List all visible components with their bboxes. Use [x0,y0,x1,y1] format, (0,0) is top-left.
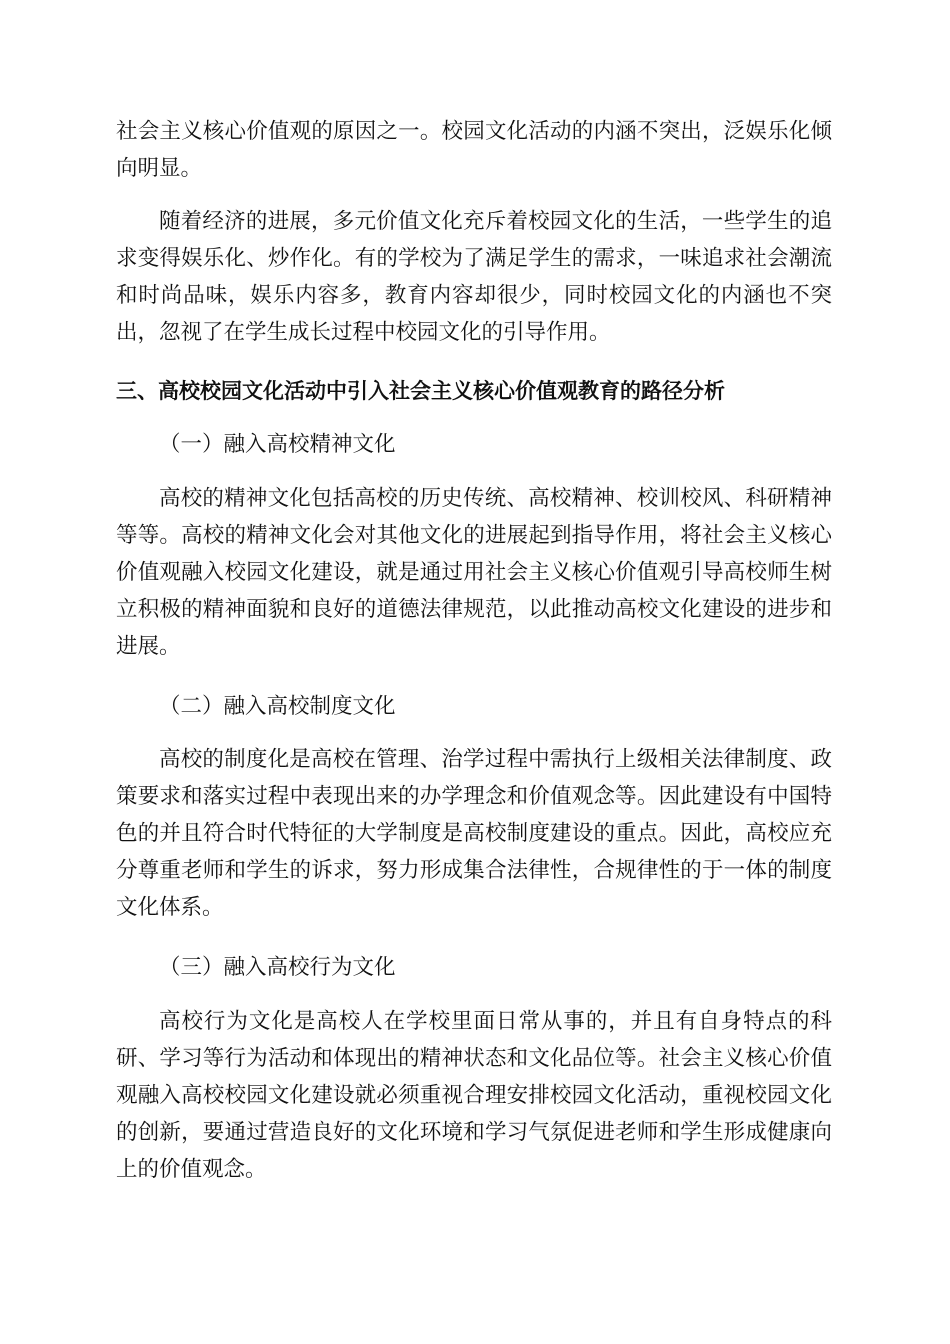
paragraph-system-culture: 高校的制度化是高校在管理、治学过程中需执行上级相关法律制度、政策要求和落实过程中表现出来的办学理念和价值观念等。因此建设有中国特色的并且符合时代特征的大学制度是高校制度建设的重点。因此，高校应充分尊重老师和学生的诉求，努力形成集合法律性，合规律性的于一体的制度文化体系。 [116,747,832,920]
subheading-spirit-culture: （一）融入高校精神文化 [159,432,396,457]
paragraph-entertainment-trend: 随着经济的进展，多元价值文化充斥着校园文化的生活，一些学生的追求变得娱乐化、炒作化。有的学校为了满足学生的需求，一味追求社会潮流和时尚品味，娱乐内容多，教育内容却很少，同时校园文化的内涵也不突出，忽视了在学生成长过程中校园文化的引导作用。 [116,209,832,345]
paragraph-spirit-culture: 高校的精神文化包括高校的历史传统、高校精神、校训校风、科研精神等等。高校的精神文化会对其他文化的进展起到指导作用，将社会主义核心价值观融入校园文化建设，就是通过用社会主义核心价值观引导高校师生树立积极的精神面貌和良好的道德法律规范，以此推动高校文化建设的进步和进展。 [116,486,832,659]
section-heading-three: 三、高校校园文化活动中引入社会主义核心价值观教育的路径分析 [116,379,725,403]
paragraph-continuation: 社会主义核心价值观的原因之一。校园文化活动的内涵不突出，泛娱乐化倾向明显。 [116,119,832,181]
subheading-behavior-culture: （三）融入高校行为文化 [159,955,396,980]
subheading-system-culture: （二）融入高校制度文化 [159,694,396,719]
paragraph-behavior-culture: 高校行为文化是高校人在学校里面日常从事的，并且有自身特点的科研、学习等行为活动和体现出的精神状态和文化品位等。社会主义核心价值观融入高校校园文化建设就必须重视合理安排校园文化活动，重视校园文化的创新，要通过营造良好的文化环境和学习气氛促进老师和学生形成健康向上的价值观念。 [116,1009,832,1182]
